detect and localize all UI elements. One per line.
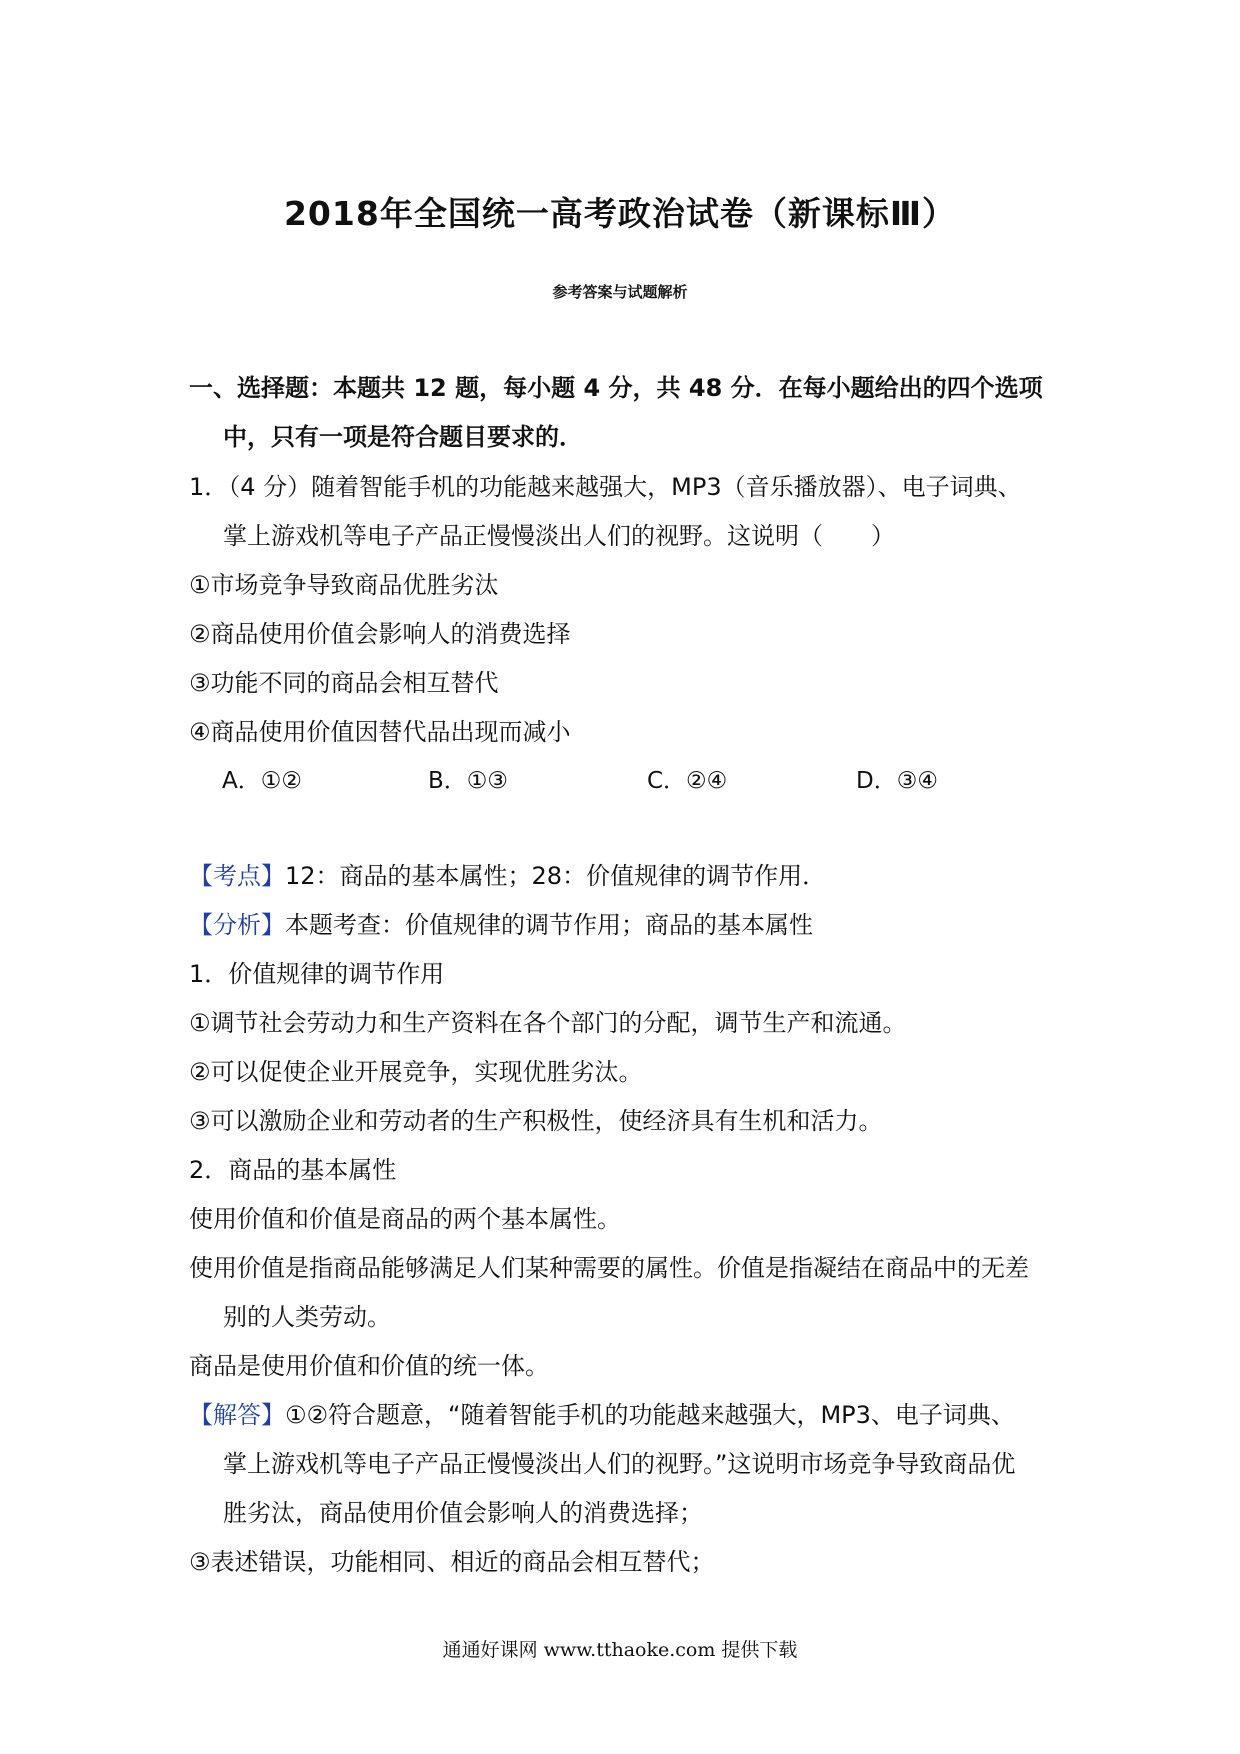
jieda-text: ①②符合题意，“随着智能手机的功能越来越强大，MP3、电子词典、 bbox=[285, 1401, 1015, 1429]
footer-credit: 通通好课网 www.tthaoke.com 提供下载 bbox=[442, 1639, 798, 1661]
jieda-tag: 【解答】 bbox=[189, 1401, 285, 1429]
option-c: C．②④ bbox=[647, 768, 728, 794]
point2-title: 2．商品的基本属性 bbox=[189, 1156, 397, 1184]
section-heading-cont: 中，只有一项是符合题目要求的． bbox=[223, 423, 583, 451]
kaodian-tag: 【考点】 bbox=[189, 862, 285, 890]
point2-line-3: 商品是使用价值和价值的统一体。 bbox=[189, 1352, 549, 1380]
point1-item-3: ③可以激励企业和劳动者的生产积极性，使经济具有生机和活力。 bbox=[189, 1107, 883, 1135]
point1-title: 1．价值规律的调节作用 bbox=[189, 960, 445, 988]
jieda-line-2: 掌上游戏机等电子产品正慢慢淡出人们的视野。”这说明市场竞争导致商品优 bbox=[223, 1450, 1016, 1478]
fenxi-line bbox=[189, 910, 813, 940]
jieda-line-4: ③表述错误，功能相同、相近的商品会相互替代； bbox=[189, 1548, 715, 1576]
kaodian-line bbox=[189, 861, 826, 891]
option-a: A．①② bbox=[222, 768, 302, 794]
page-title: 2018年全国统一高考政治试卷（新课标Ⅲ） bbox=[283, 194, 957, 233]
question-stem-cont: 掌上游戏机等电子产品正慢慢淡出人们的视野。这说明（ ） bbox=[223, 522, 895, 550]
statement-2: ②商品使用价值会影响人的消费选择 bbox=[189, 620, 571, 648]
option-d: D．③④ bbox=[856, 768, 938, 794]
fenxi-tag: 【分析】 bbox=[189, 911, 285, 939]
statement-4: ④商品使用价值因替代品出现而减小 bbox=[189, 718, 571, 746]
point1-item-1: ①调节社会劳动力和生产资料在各个部门的分配，调节生产和流通。 bbox=[189, 1009, 907, 1037]
point1-item-2: ②可以促使企业开展竞争，实现优胜劣汰。 bbox=[189, 1058, 643, 1086]
option-b: B．①③ bbox=[428, 768, 509, 794]
kaodian-text: 12：商品的基本属性；28：价值规律的调节作用． bbox=[285, 862, 827, 890]
jieda-line bbox=[189, 1400, 1015, 1430]
fenxi-text: 本题考查：价值规律的调节作用；商品的基本属性 bbox=[285, 911, 813, 939]
point2-line-1: 使用价值和价值是商品的两个基本属性。 bbox=[189, 1205, 621, 1233]
statement-1: ①市场竞争导致商品优胜劣汰 bbox=[189, 571, 499, 599]
section-heading: 一、选择题：本题共 12 题，每小题 4 分，共 48 分．在每小题给出的四个选项 bbox=[189, 374, 1043, 402]
page-subtitle: 参考答案与试题解析 bbox=[552, 283, 688, 301]
statement-3: ③功能不同的商品会相互替代 bbox=[189, 669, 499, 697]
point2-line-2-cont: 别的人类劳动。 bbox=[223, 1303, 391, 1331]
question-stem: 1．（4 分）随着智能手机的功能越来越强大，MP3（音乐播放器）、电子词典、 bbox=[189, 473, 1022, 501]
jieda-line-3: 胜劣汰，商品使用价值会影响人的消费选择； bbox=[223, 1499, 703, 1527]
point2-line-2: 使用价值是指商品能够满足人们某种需要的属性。价值是指凝结在商品中的无差 bbox=[189, 1254, 1029, 1282]
